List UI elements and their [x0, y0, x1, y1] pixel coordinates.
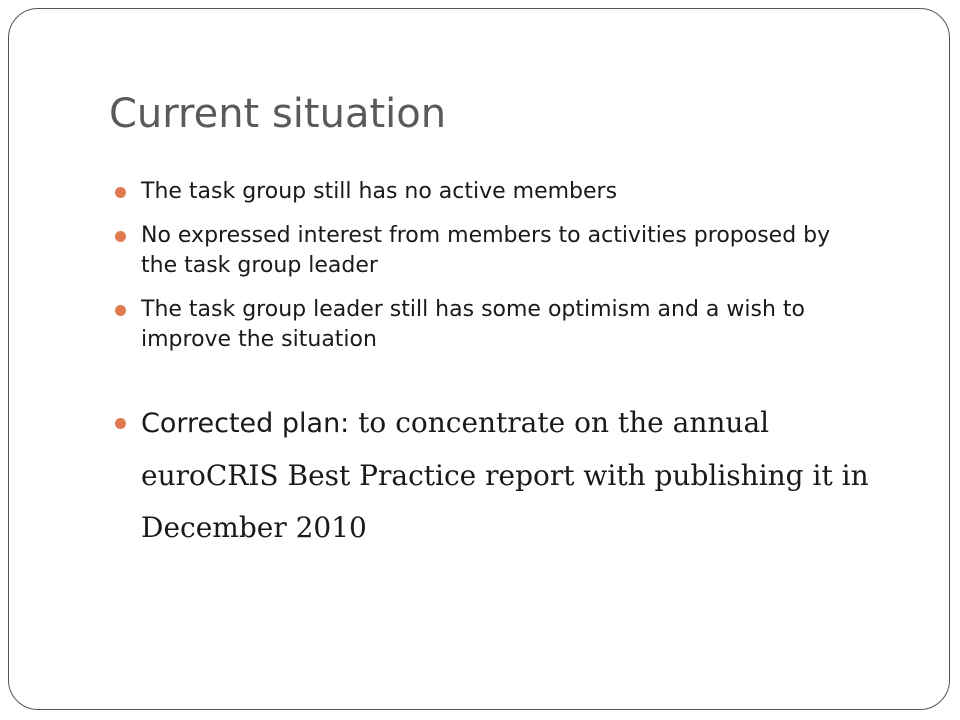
bullet-dot-icon [115, 187, 126, 198]
slide-title: Current situation [109, 91, 447, 137]
bullet-list [109, 177, 869, 568]
bullet-dot-icon [115, 418, 126, 429]
bullet-text: The task group still has no active members [141, 179, 618, 204]
bullet-rest-text: to concentrate on the annual euroCRIS Best Practice report with publishing it in December 2010 [141, 406, 869, 544]
slide-frame [8, 8, 950, 710]
bullet-item [109, 177, 869, 207]
bullet-lead-text: Corrected plan: [141, 408, 350, 439]
bullet-dot-icon [115, 305, 126, 316]
bullet-text: The task group leader still has some optimism and a wish to improve the situation [141, 297, 805, 352]
bullet-item [109, 221, 869, 281]
bullet-item-corrected-plan [109, 397, 869, 554]
bullet-dot-icon [115, 231, 126, 242]
bullet-text: No expressed interest from members to activities proposed by the task group leader [141, 223, 831, 278]
bullet-item [109, 295, 869, 355]
